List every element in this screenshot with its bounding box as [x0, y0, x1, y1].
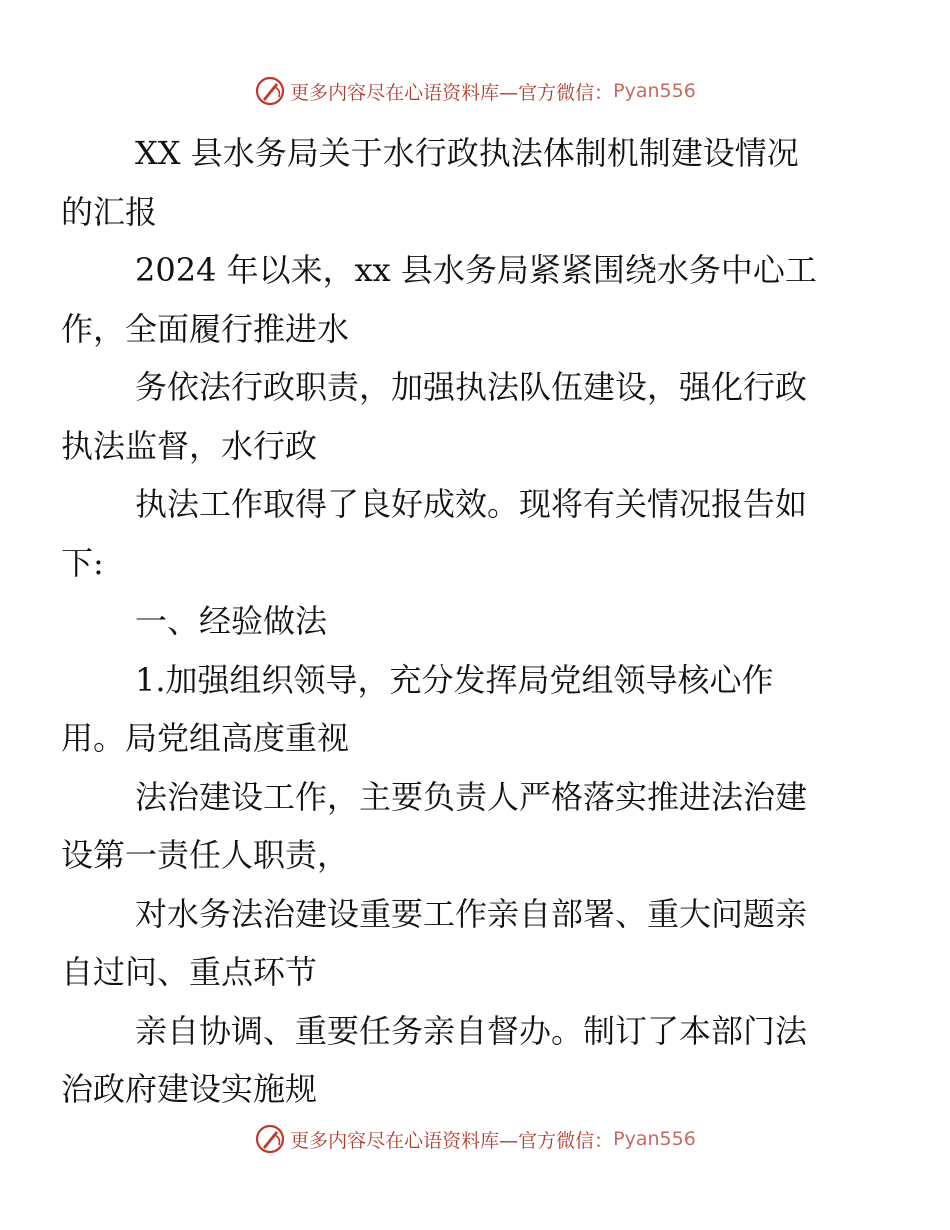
banner-text: 更多内容尽在心语资料库—官方微信： [290, 81, 614, 104]
paragraph-line: 执法工作取得了良好成效。现将有关情况报告如 [135, 485, 808, 523]
document-body [61, 124, 858, 1119]
paragraph-1 [61, 124, 858, 241]
quill-logo-icon [254, 1123, 286, 1155]
section-heading [98, 592, 858, 651]
banner-wechat-id: Pyan556 [613, 80, 696, 102]
paragraph-7 [61, 768, 858, 885]
paragraph-line: 亲自协调、重要任务亲自督办。制订了本部门法 [135, 1011, 808, 1050]
paragraph-4 [61, 475, 858, 592]
paragraph-wrap-line: 自过问、重点环节 [61, 953, 318, 991]
paragraph-line: 一、经验做法 [135, 602, 328, 640]
paragraph-2 [61, 241, 858, 358]
banner-text: 更多内容尽在心语资料库—官方微信： [290, 1129, 614, 1152]
paragraph-line: 法治建设工作，主要负责人严格落实推进法治建 [135, 777, 808, 816]
paragraph-line: 2024 年以来，xx 县水务局紧紧围绕水务中心工 [135, 251, 817, 289]
paragraph-6 [61, 651, 858, 768]
footer-watermark [0, 1119, 950, 1159]
paragraph-line: 务依法行政职责，加强执法队伍建设，强化行政 [135, 368, 808, 406]
paragraph-line: 对水务法治建设重要工作亲自部署、重大问题亲 [135, 894, 808, 933]
paragraph-9 [61, 1002, 858, 1119]
paragraph-wrap-line: 设第一责任人职责， [61, 836, 350, 874]
banner-wechat-id: Pyan556 [613, 1128, 696, 1150]
paragraph-wrap-line: 执法监督，水行政 [61, 426, 318, 465]
quill-logo-icon [254, 75, 286, 107]
header-watermark [0, 71, 950, 111]
paragraph-line: 1.加强组织领导，充分发挥局党组领导核心作 [135, 660, 774, 699]
paragraph-wrap-line: 作，全面履行推进水 [61, 309, 350, 348]
paragraph-wrap-line: 的汇报 [61, 192, 158, 231]
paragraph-3 [61, 358, 858, 475]
paragraph-wrap-line: 下: [61, 543, 104, 582]
paragraph-line: XX 县水务局关于水行政执法体制机制建设情况 [135, 134, 799, 172]
paragraph-wrap-line: 治政府建设实施规 [61, 1070, 318, 1108]
paragraph-8 [61, 885, 858, 1002]
paragraph-wrap-line: 用。局党组高度重视 [61, 719, 350, 757]
